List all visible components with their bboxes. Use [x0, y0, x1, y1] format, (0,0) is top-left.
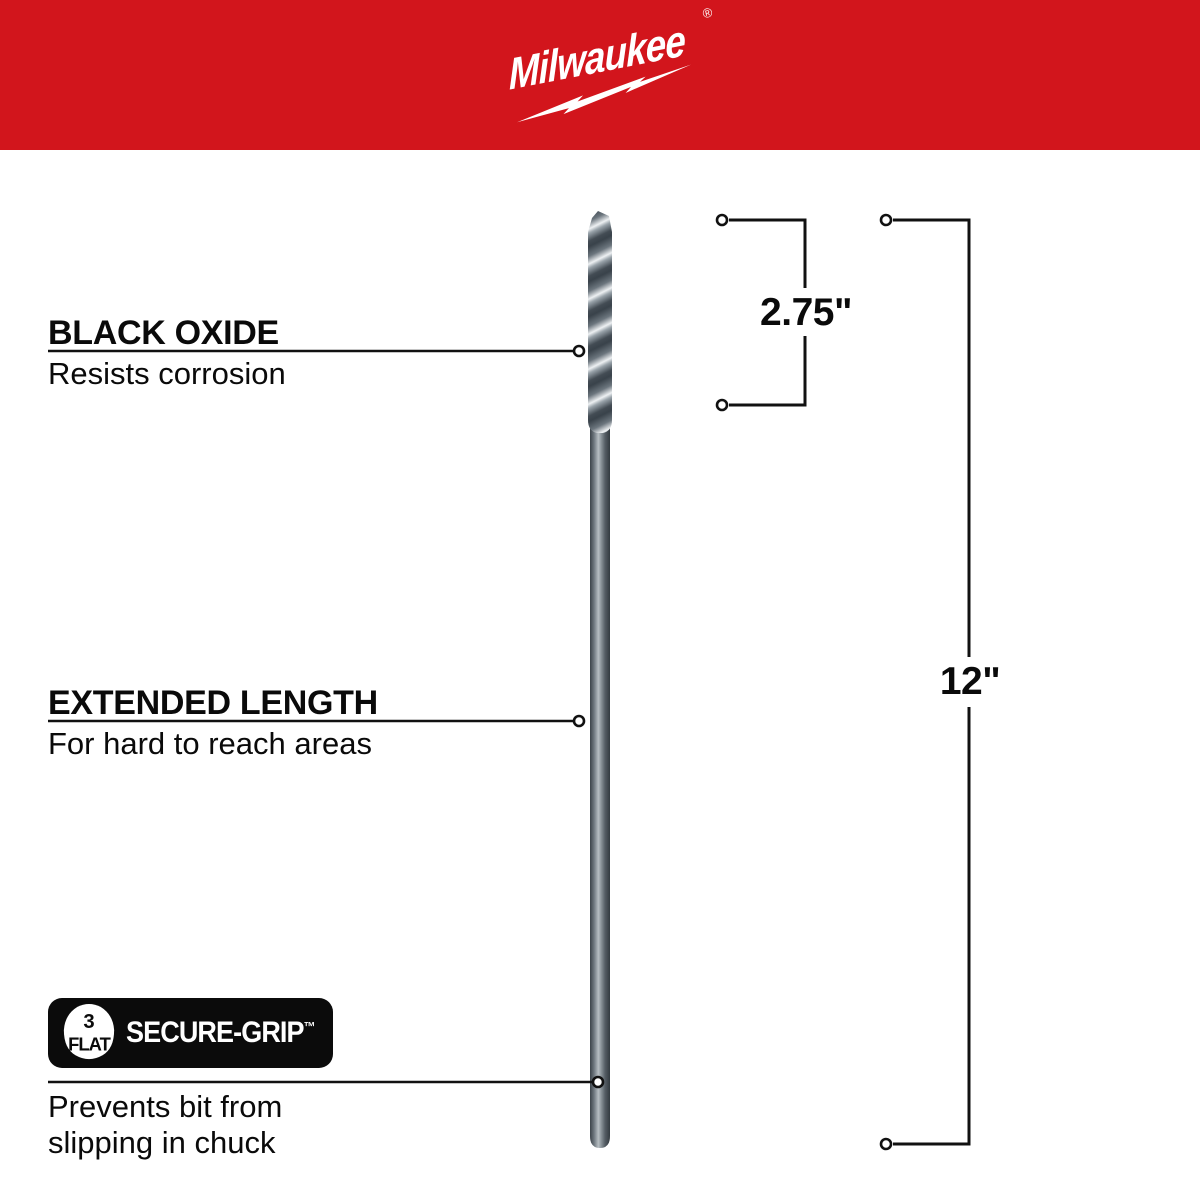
secure-grip-badge [48, 998, 333, 1068]
extended-length-subtitle: For hard to reach areas [48, 726, 372, 761]
black-oxide-subtitle: Resists corrosion [48, 356, 286, 391]
flute-dimension-top-dot [717, 215, 727, 225]
secure-grip-label [126, 1016, 315, 1050]
drill-bit-flutes [588, 211, 612, 433]
flat-count-text: 3 [83, 1011, 95, 1034]
extended-length-callout-dot [574, 716, 584, 726]
extended-length-title: EXTENDED LENGTH [48, 684, 378, 722]
registered-trademark-symbol: ® [701, 4, 714, 22]
drill-bit [588, 211, 612, 1148]
flat-label-text: FLAT [68, 1033, 110, 1055]
secure-grip-callout-dot [593, 1077, 603, 1087]
black-oxide-title: BLACK OXIDE [48, 314, 279, 352]
overall-dimension-top-dot [881, 215, 891, 225]
overall-dimension-bottom-dot [881, 1139, 891, 1149]
black-oxide-callout-dot [574, 346, 584, 356]
trademark-symbol: ™ [303, 1019, 316, 1034]
overall-length-label: 12" [939, 660, 1001, 703]
secure-grip-subtitle: Prevents bit from slipping in chuck [48, 1089, 283, 1160]
milwaukee-logo-text: Milwaukee [508, 15, 686, 100]
flute-length-label: 2.75" [760, 291, 852, 334]
secure-grip-label-text: SECURE-GRIP [126, 1016, 304, 1049]
flute-dimension-bottom-dot [717, 400, 727, 410]
three-flat-shank-icon [60, 1003, 118, 1063]
drill-bit-shank [590, 418, 610, 1148]
